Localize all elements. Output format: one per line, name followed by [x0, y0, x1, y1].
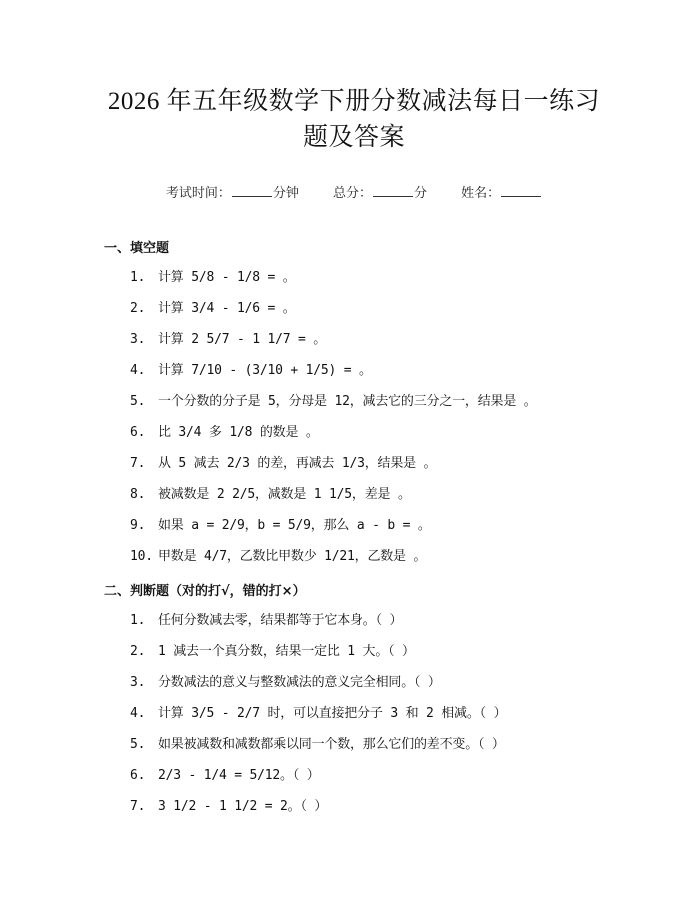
- question-item: [104, 425, 604, 441]
- total-score: [333, 186, 431, 201]
- student-name-blank: [501, 185, 541, 197]
- question-item: [104, 737, 604, 753]
- section-title: 一、填空题: [104, 241, 170, 256]
- question-number: 5.: [130, 737, 146, 752]
- question-text: 如果 a = 2/9，b = 5/9，那么 a - b = 。: [158, 518, 431, 533]
- page-title: 2026 年五年级数学下册分数减法每日一练习题及答案: [107, 88, 601, 151]
- question-list: [104, 270, 604, 565]
- question-item: [104, 487, 604, 503]
- question-item: [104, 301, 604, 317]
- question-number: 6.: [130, 768, 146, 783]
- exam-time-label: 考试时间：: [165, 186, 231, 201]
- question-text: 被减数是 2 2/5，减数是 1 1/5，差是 。: [158, 487, 411, 502]
- question-item: [104, 332, 604, 348]
- section-title: 二、判断题（对的打√，错的打×）: [104, 584, 306, 599]
- question-text: 计算 2 5/7 - 1 1/7 = 。: [158, 332, 327, 347]
- question-text: 如果被减数和减数都乘以同一个数，那么它们的差不变。（ ）: [158, 737, 505, 752]
- question-item: [104, 456, 604, 472]
- question-number: 7.: [130, 456, 146, 471]
- question-item: [104, 675, 604, 691]
- question-list: [104, 613, 604, 815]
- question-number: 8.: [130, 487, 146, 502]
- question-item: [104, 549, 604, 565]
- exam-info: [104, 182, 604, 201]
- question-item: [104, 799, 604, 815]
- question-number: 10.: [130, 549, 153, 564]
- student-name-label: 姓名：: [461, 186, 501, 201]
- question-item: [104, 394, 604, 410]
- question-text: 计算 3/5 - 2/7 时，可以直接把分子 3 和 2 相减。（ ）: [158, 706, 507, 721]
- student-name: [461, 186, 542, 201]
- section-true-false: [104, 580, 604, 815]
- question-text: 计算 7/10 - (3/10 + 1/5) = 。: [158, 363, 372, 378]
- question-item: [104, 644, 604, 660]
- question-number: 4.: [130, 363, 146, 378]
- total-score-label: 总分：: [332, 186, 372, 201]
- question-number: 1.: [130, 270, 146, 285]
- question-number: 2.: [130, 301, 146, 316]
- question-text: 一个分数的分子是 5，分母是 12，减去它的三分之一，结果是 。: [158, 394, 537, 409]
- question-item: [104, 363, 604, 379]
- question-text: 从 5 减去 2/3 的差，再减去 1/3，结果是 。: [158, 456, 437, 471]
- question-item: [104, 518, 604, 534]
- question-text: 2/3 - 1/4 = 5/12。（ ）: [158, 768, 320, 783]
- total-score-unit: 分: [414, 186, 428, 201]
- question-text: 1 减去一个真分数，结果一定比 1 大。（ ）: [158, 644, 415, 659]
- question-text: 甲数是 4/7，乙数比甲数少 1/21，乙数是 。: [158, 549, 427, 564]
- question-number: 7.: [130, 799, 146, 814]
- section-fill-in: [104, 237, 604, 565]
- exam-time-blank: [232, 185, 272, 197]
- exam-time-unit: 分钟: [272, 186, 299, 201]
- question-text: 任何分数减去零，结果都等于它本身。（ ）: [158, 613, 403, 628]
- question-text: 计算 5/8 - 1/8 = 。: [158, 270, 296, 285]
- question-number: 2.: [130, 644, 146, 659]
- question-number: 9.: [130, 518, 146, 533]
- question-number: 5.: [130, 394, 146, 409]
- total-score-blank: [373, 185, 413, 197]
- question-text: 比 3/4 多 1/8 的数是 。: [158, 425, 319, 440]
- question-number: 4.: [130, 706, 146, 721]
- question-number: 6.: [130, 425, 146, 440]
- exam-time: [166, 186, 303, 201]
- question-text: 3 1/2 - 1 1/2 = 2。（ ）: [158, 799, 328, 814]
- question-number: 3.: [130, 332, 146, 347]
- question-text: 分数减法的意义与整数减法的意义完全相同。（ ）: [158, 675, 441, 690]
- question-text: 计算 3/4 - 1/6 = 。: [158, 301, 296, 316]
- question-number: 1.: [130, 613, 146, 628]
- question-item: [104, 613, 604, 629]
- question-item: [104, 768, 604, 784]
- question-item: [104, 270, 604, 286]
- question-number: 3.: [130, 675, 146, 690]
- question-item: [104, 706, 604, 722]
